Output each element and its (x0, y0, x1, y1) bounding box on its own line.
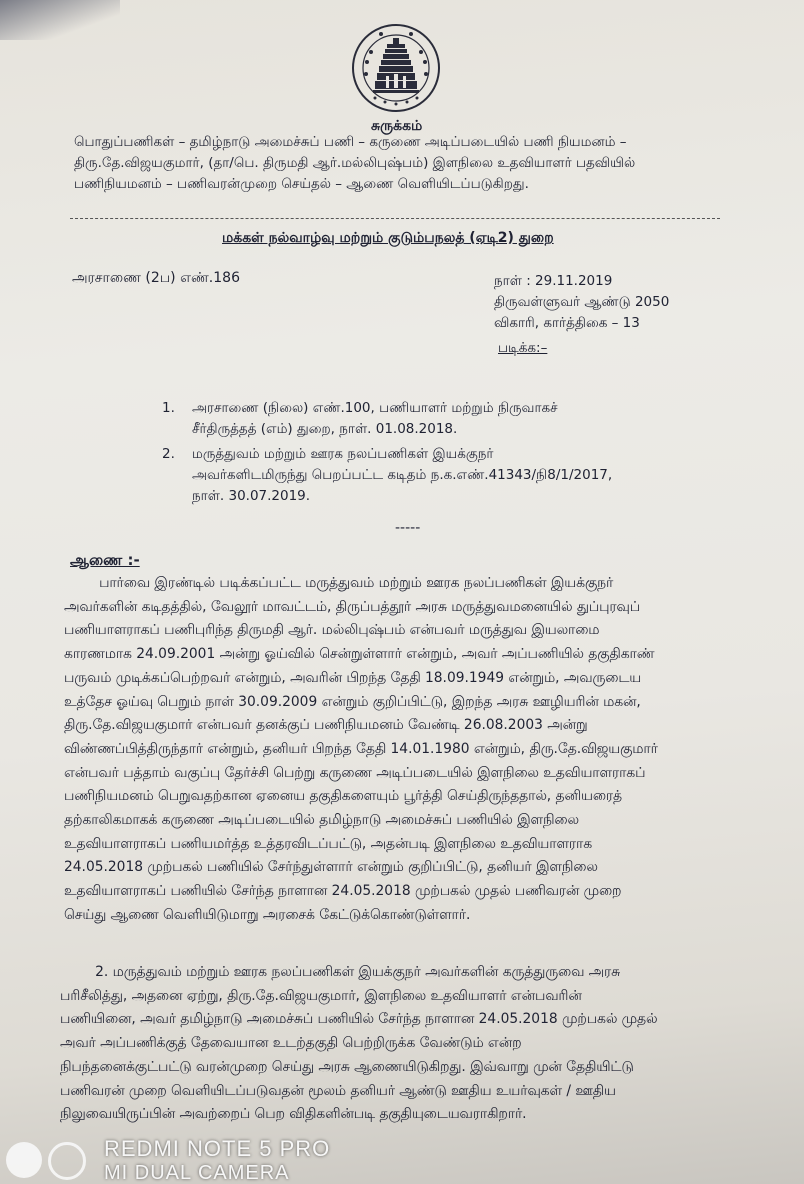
camera-type-text: MI DUAL CAMERA (104, 1162, 290, 1184)
paragraph-line: பணிநியமனம் பெறுவதற்கான ஏனைய தகுதிகளையும் பூர்த்தி செய்திருந்ததால், தனியரைத் (64, 788, 623, 805)
paragraph-line: தற்காலிகமாகக் கருணை அடிப்படையில் தமிழ்நாடு அமைச்சுப் பணியில் இளநிலை (64, 812, 579, 829)
reference-item (162, 444, 662, 507)
date-block (494, 271, 669, 334)
paragraph-line: செய்து ஆணை வெளியிடுமாறு அரசைக் கேட்டுக்கொண்டுள்ளார். (64, 906, 471, 923)
references-list (162, 398, 662, 507)
paragraph-line: பரிசீலித்து, அதனை ஏற்று, திரு.தே.விஜயகுமார், இளநிலை உதவியாளர் என்பவரின் (60, 987, 582, 1004)
thiruvalluvar-year: திருவள்ளுவர் ஆண்டு 2050 (494, 294, 670, 310)
paragraph-line: உத்தேச ஓய்வு பெறும் நாள் 30.09.2009 என்றும் குறிப்பிட்டு, இறந்த அரசு ஊழியரின் மகன், (64, 693, 641, 710)
paragraph-line: பணியினை, அவர் தமிழ்நாடு அமைச்சுப் பணியில் சேர்ந்த நாளான 24.05.2018 முற்பகல் முதல் (60, 1011, 658, 1028)
paragraph-line: 24.05.2018 முற்பகல் பணியில் சேர்ந்துள்ளார் என்றும் குறிப்பிட்டு, தனியர் இளநிலை (64, 859, 598, 876)
paragraph-line: பணியாளராகப் பணிபுரிந்த திருமதி ஆர். மல்லிபுஷ்பம் என்பவர் மருத்துவ இயலாமை (64, 622, 600, 639)
paragraph-line: பருவம் முடிக்கப்பெற்றவர் என்றும், அவரின் பிறந்த தேதி 18.09.1949 என்றும், அவருடைய (64, 669, 642, 686)
reference-number: 2. (162, 446, 175, 462)
paragraph-line: பணிவரன் முறை வெளியிடப்படுவதன் மூலம் தனியர் ஆண்டு ஊதிய உயர்வுகள் / ஊதிய (60, 1082, 616, 1099)
paragraph-line: நிலுவையிருப்பின் அவற்றைப் பெற விதிகளின்படி தகுதியுடையவராகிறார். (60, 1106, 527, 1123)
abstract-line: திரு.தே.விஜயகுமார், (தா/பெ. திருமதி ஆர்.மல்லிபுஷ்பம்) இளநிலை உதவியாளர் பதவியில் (74, 155, 636, 171)
paragraph-line: பார்வை இரண்டில் படிக்கப்பட்ட மருத்துவம் மற்றும் ஊரக நலப்பணிகள் இயக்குநர் (64, 575, 614, 591)
abstract-line: பொதுப்பணிகள் – தமிழ்நாடு அமைச்சுப் பணி – கருணை அடிப்படையில் பணி நியமனம் – (74, 134, 627, 150)
date-line: நாள் : 29.11.2019 (494, 273, 613, 289)
order-paragraph-1 (64, 572, 784, 928)
divider (70, 218, 720, 219)
reference-line: மருத்துவம் மற்றும் ஊரக நலப்பணிகள் இயக்குநர் (192, 446, 494, 462)
tamil-month-date: விகாரி, கார்த்திகை – 13 (494, 315, 640, 331)
page-corner-shadow (0, 0, 120, 40)
paragraph-line: காரணமாக 24.09.2001 அன்று ஓய்வில் சென்றுள்ளார் என்றும், அவர் அப்பணியில் தகுதிகாண் (64, 646, 655, 663)
section-separator: ----- (395, 520, 421, 536)
paragraph-line: 2. மருத்துவம் மற்றும் ஊரக நலப்பணிகள் இயக்குநர் அவர்களின் கருத்துருவை அரசு (60, 964, 621, 980)
department-title: மக்கள் நல்வாழ்வு மற்றும் குடும்பநலத் (ஏடி2) துறை (222, 230, 554, 246)
paragraph-line: என்பவர் பத்தாம் வகுப்பு தேர்ச்சி பெற்று கருணை அடிப்படையில் இளநிலை உதவியாளராகப் (64, 764, 646, 781)
government-seal-icon (351, 22, 441, 114)
reference-line: சீர்திருத்தத் (எம்) துறை, நாள். 01.08.2018. (192, 421, 458, 437)
paragraph-line: அவர்களின் கடிதத்தில், வேலூர் மாவட்டம், திருப்பத்தூர் அரசு மருத்துவமனையில் துப்புரவுப் (64, 598, 640, 615)
paragraph-line: அவர் அப்பணிக்குத் தேவையான உடற்தகுதி பெற்றிருக்க வேண்டும் என்ற (60, 1035, 522, 1052)
abstract-line: பணிநியமனம் – பணிவரன்முறை செய்தல் – ஆணை வெளியிடப்படுகிறது. (74, 176, 529, 192)
reference-number: 1. (162, 400, 175, 416)
abstract-heading: சுருக்கம் (371, 118, 423, 134)
paragraph-line: விண்ணப்பித்திருந்தார் என்றும், தனியர் பிறந்த தேதி 14.01.1980 என்றும், திரு.தே.விஜயகுமார் (64, 740, 658, 757)
reference-line: நாள். 30.07.2019. (192, 488, 311, 504)
order-label: ஆணை :- (70, 551, 140, 569)
watermark-dot-icon (6, 1142, 42, 1178)
reference-item (162, 398, 662, 440)
paragraph-line: உதவியாளராகப் பணியமர்த்த உத்தரவிடப்பட்டு, அதன்படி இளநிலை உதவியாளராக (64, 835, 593, 852)
reference-line: அரசாணை (நிலை) எண்.100, பணியாளர் மற்றும் நிருவாகச் (192, 400, 558, 416)
paragraph-line: உதவியாளராகப் பணியில் சேர்ந்த நாளான 24.05.2018 முற்பகல் முதல் பணிவரன் முறை (64, 883, 622, 900)
reference-line: அவர்களிடமிருந்து பெறப்பட்ட கடிதம் ந.க.எண்.41343/நி8/1/2017, (192, 467, 613, 483)
abstract-subject (74, 132, 734, 195)
read-label: படிக்க:– (498, 340, 548, 356)
order-number: அரசாணை (2ப) எண்.186 (72, 270, 240, 286)
order-paragraph-2 (60, 961, 780, 1127)
paragraph-line: நிபந்தனைக்குட்பட்டு வரன்முறை செய்து அரசு ஆணையிடுகிறது. இவ்வாறு முன் தேதியிட்டு (60, 1058, 634, 1075)
watermark-ring-icon (48, 1142, 86, 1180)
camera-watermark (0, 1130, 804, 1184)
camera-model-text: REDMI NOTE 5 PRO (104, 1136, 331, 1161)
paragraph-line: திரு.தே.விஜயகுமார் என்பவர் தனக்குப் பணிநியமனம் வேண்டி 26.08.2003 அன்று (64, 717, 588, 734)
